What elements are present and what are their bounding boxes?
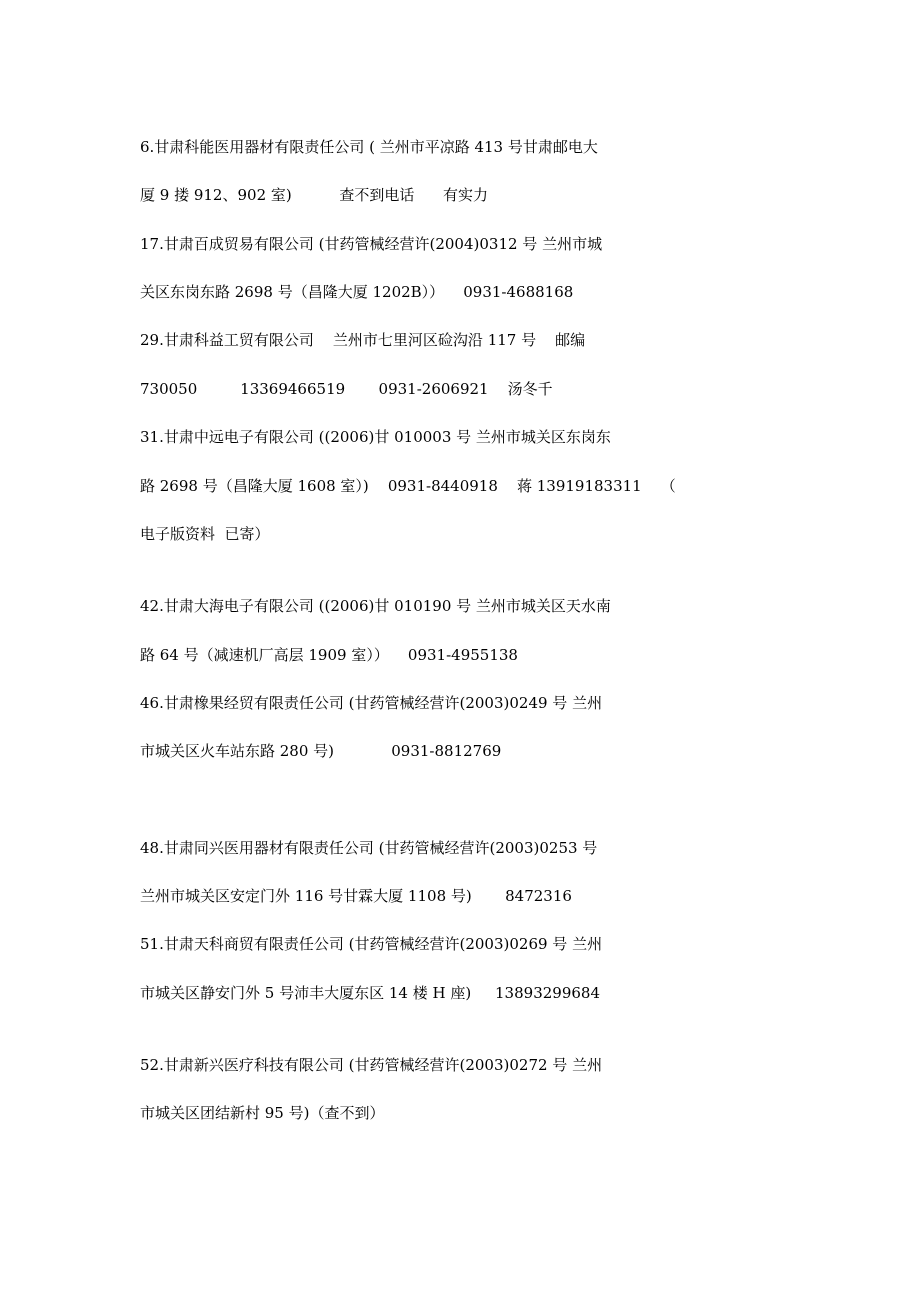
text-line: 市城关区静安门外 5 号沛丰大厦东区 14 楼 H 座) 13893299684	[140, 984, 600, 1002]
text-line: 31.甘肃中远电子有限公司 ((2006)甘 010003 号 兰州市城关区东岗东	[140, 428, 611, 446]
text-line: 730050 13369466519 0931-2606921 汤冬千	[140, 380, 553, 398]
text-line: 路 64 号（减速机厂高层 1909 室）） 0931-4955138	[140, 646, 518, 664]
text-line: 46.甘肃橡果经贸有限责任公司 (甘药管械经营许(2003)0249 号 兰州	[140, 694, 603, 712]
text-line: 52.甘肃新兴医疗科技有限公司 (甘药管械经营许(2003)0272 号 兰州	[140, 1056, 603, 1074]
text-line: 兰州市城关区安定门外 116 号甘霖大厦 1108 号) 8472316	[140, 887, 572, 905]
text-line: 市城关区火车站东路 280 号) 0931-8812769	[140, 742, 502, 760]
text-line: 17.甘肃百成贸易有限公司 (甘药管械经营许(2004)0312 号 兰州市城	[140, 235, 603, 253]
text-line: 29.甘肃科益工贸有限公司 兰州市七里河区硷沟沿 117 号 邮编	[140, 331, 586, 349]
text-line: 关区东岗东路 2698 号（昌隆大厦 1202B）） 0931-4688168	[140, 283, 574, 301]
text-line: 6.甘肃科能医用器材有限责任公司 ( 兰州市平凉路 413 号甘肃邮电大	[140, 138, 598, 156]
text-line: 42.甘肃大海电子有限公司 ((2006)甘 010190 号 兰州市城关区天水南	[140, 597, 611, 615]
text-line: 48.甘肃同兴医用器材有限责任公司 (甘药管械经营许(2003)0253 号	[140, 839, 598, 857]
text-line: 市城关区团结新村 95 号)（查不到）	[140, 1104, 385, 1122]
text-line: 路 2698 号（昌隆大厦 1608 室）) 0931-8440918 蒋 13919183311 （	[140, 477, 676, 495]
text-line: 厦 9 搂 912、902 室) 查不到电话 有实力	[140, 186, 489, 204]
text-line: 电子版资料 已寄）	[140, 525, 270, 543]
text-line: 51.甘肃天科商贸有限责任公司 (甘药管械经营许(2003)0269 号 兰州	[140, 935, 603, 953]
